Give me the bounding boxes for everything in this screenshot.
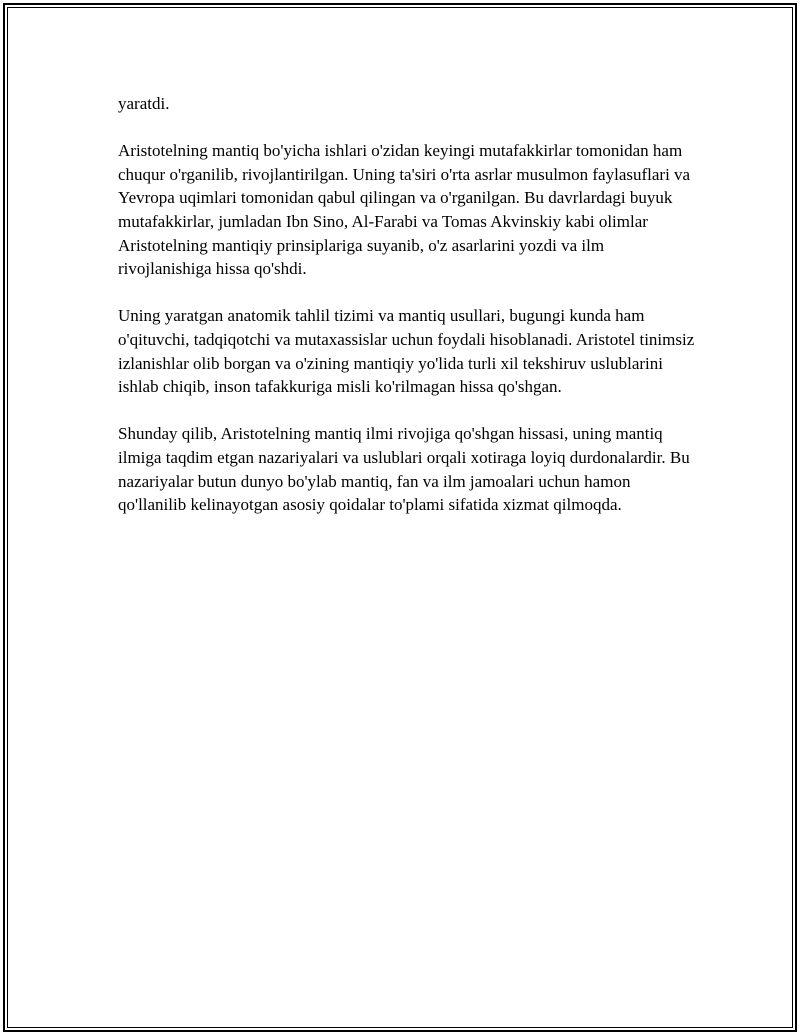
paragraph-1: yaratdi. xyxy=(118,94,170,113)
paragraph-4: Shunday qilib, Aristotelning mantiq ilmi rivojiga qo'shgan hissasi, uning mantiq ilmiga taqdim etgan nazariyalari va uslublari orqali xotiraga loyiq durdonalardir. Bu nazariyalar butun dunyo bo'ylab mantiq, fan va ilm jamoalari uchun hamon qo'llanilib kelinayotgan asosiy qoidalar to'plami sifatida xizmat qilmoqda. xyxy=(118,424,690,515)
paragraph-2: Aristotelning mantiq bo'yicha ishlari o'zidan keyingi mutafakkirlar tomonidan ham chuqur o'rganilib, rivojlantirilgan. Uning ta'siri o'rta asrlar musulmon faylasuflari va Yevropa uqimlari tomonidan qabul qilingan va o'rganilgan. Bu davrlardagi buyuk mutafakkirlar, jumladan Ibn Sino, Al-Farabi va Tomas Akvinskiy kabi olimlar Aristotelning mantiqiy prinsiplariga suyanib, o'z asarlarini yozdi va ilm rivojlanishiga hissa qo'shdi. xyxy=(118,141,691,279)
paragraph-3: Uning yaratgan anatomik tahlil tizimi va mantiq usullari, bugungi kunda ham o'qituvchi, tadqiqotchi va mutaxassislar uchun foydali hisoblanadi. Aristotel tinimsiz izlanishlar olib borgan va o'zining mantiqiy yo'lida turli xil tekshiruv uslublarini ishlab chiqib, inson tafakkuriga misli ko'rilmagan hissa qo'shgan. xyxy=(118,306,695,397)
document-body xyxy=(118,92,698,540)
